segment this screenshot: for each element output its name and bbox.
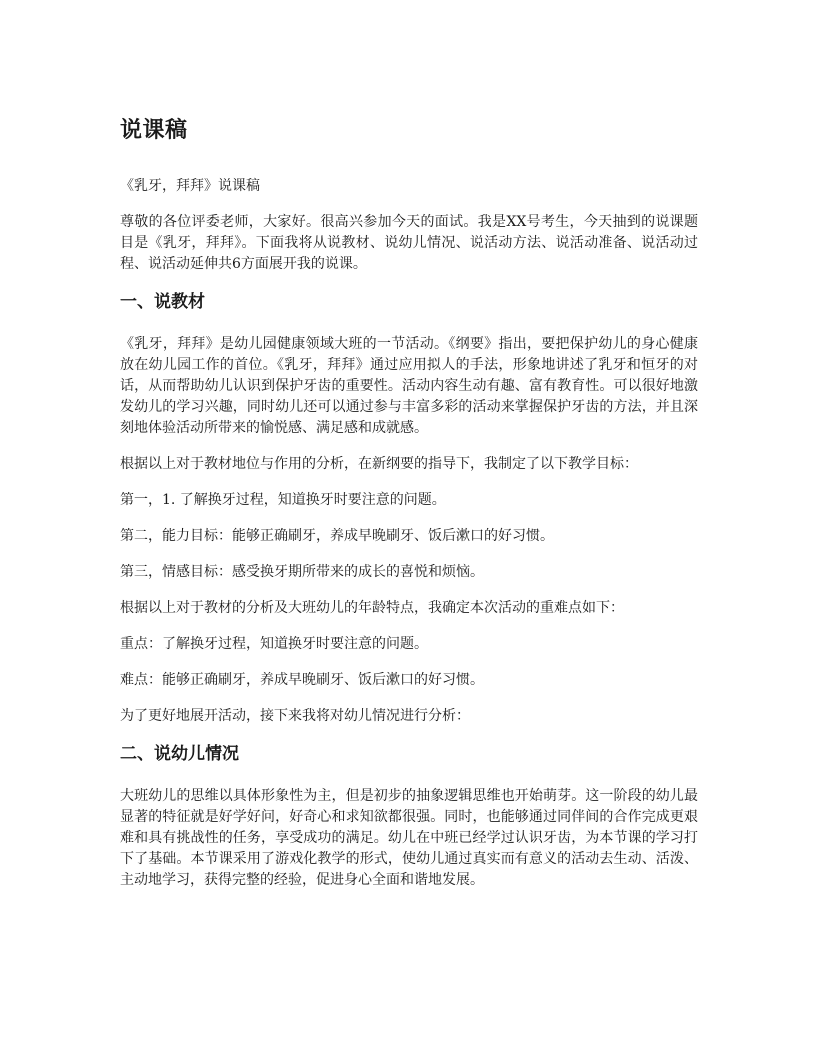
goal-2-paragraph: 第二，能力目标：能够正确刷牙，养成早晚刷牙、饭后漱口的好习惯。	[120, 528, 554, 544]
goal-3-paragraph: 第三，情感目标：感受换牙期所带来的成长的喜悦和烦恼。	[120, 564, 484, 580]
difficult-point-paragraph: 难点：能够正确刷牙，养成早晚刷牙、饭后漱口的好习惯。	[120, 672, 484, 688]
section-heading-textbook: 一、说教材	[120, 292, 205, 312]
goals-intro-paragraph: 根据以上对于教材地位与作用的分析，在新纲要的指导下，我制定了以下教学目标：	[120, 456, 638, 472]
intro-paragraph: 尊敬的各位评委老师，大家好。很高兴参加今天的面试。我是XX号考生，今天抽到的说课题目是《乳牙，拜拜》。下面我将从说教材、说幼儿情况、说活动方法、说活动准备、说活动过程、说活动延伸共6方面展开我的说课。	[120, 214, 698, 272]
document-title: 说课稿	[120, 118, 188, 143]
children-analysis-paragraph: 大班幼儿的思维以具体形象性为主，但是初步的抽象逻辑思维也开始萌芽。这一阶段的幼儿最显著的特征就是好学好问，好奇心和求知欲都很强。同时，也能够通过同伴间的合作完成更艰难和具有挑战性的任务，享受成功的满足。幼儿在中班已经学过认识牙齿，为本节课的学习打下了基础。本节课采用了游戏化教学的形式，使幼儿通过真实而有意义的活动去生动、活泼、主动地学习，获得完整的经验，促进身心全面和谐地发展。	[120, 788, 698, 888]
document-subtitle: 《乳牙，拜拜》说课稿	[120, 178, 260, 194]
key-points-intro-paragraph: 根据以上对于教材的分析及大班幼儿的年龄特点，我确定本次活动的重难点如下：	[120, 600, 624, 616]
textbook-paragraph: 《乳牙，拜拜》是幼儿园健康领域大班的一节活动。《纲要》指出，要把保护幼儿的身心健康放在幼儿园工作的首位。《乳牙，拜拜》通过应用拟人的手法，形象地讲述了乳牙和恒牙的对话，从而帮助幼儿认识到保护牙齿的重要性。活动内容生动有趣、富有教育性。可以很好地激发幼儿的学习兴趣，同时幼儿还可以通过参与丰富多彩的活动来掌握保护牙齿的方法，并且深刻地体验活动所带来的愉悦感、满足感和成就感。	[120, 336, 698, 436]
transition-paragraph: 为了更好地展开活动，接下来我将对幼儿情况进行分析：	[120, 708, 470, 724]
key-point-paragraph: 重点：了解换牙过程，知道换牙时要注意的问题。	[120, 636, 428, 652]
section-heading-children: 二、说幼儿情况	[120, 744, 239, 764]
document-page	[120, 116, 698, 906]
goal-1-paragraph: 第一，1. 了解换牙过程，知道换牙时要注意的问题。	[120, 492, 446, 508]
